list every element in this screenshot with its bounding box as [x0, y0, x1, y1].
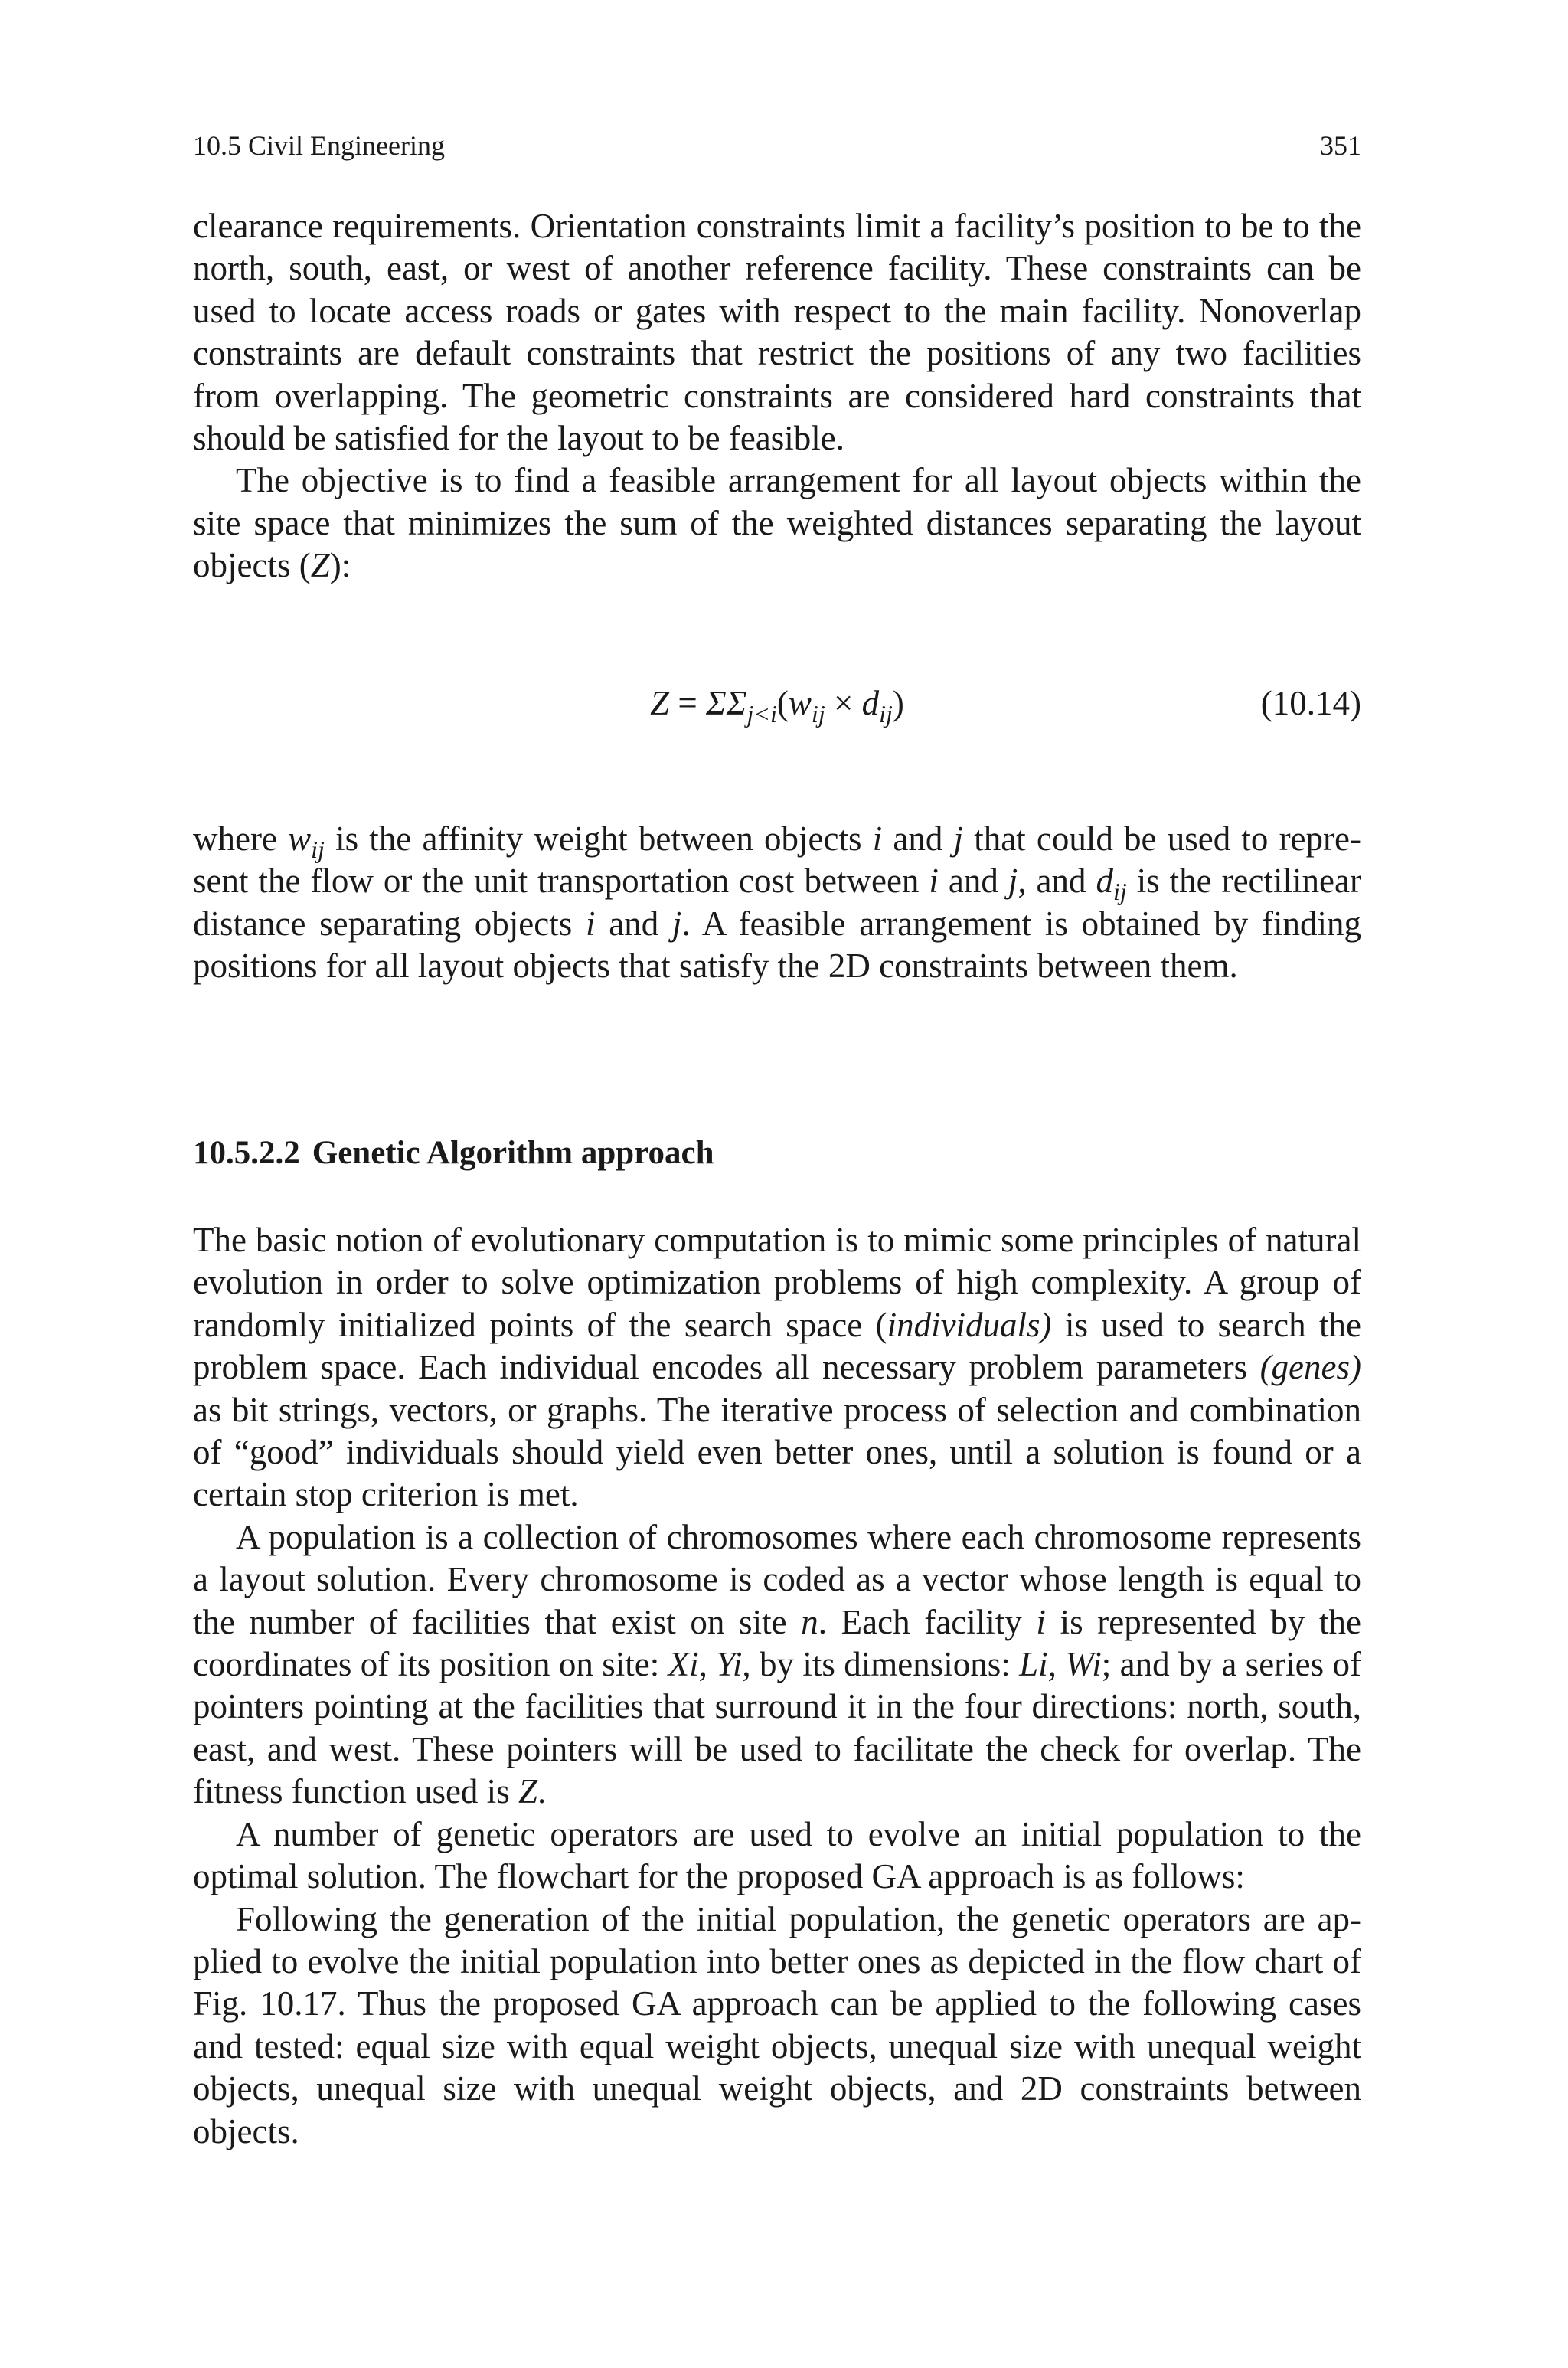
eq-sum-subscript: j<i	[746, 700, 777, 728]
pop-text-4: , by its dimensions:	[742, 1645, 1020, 1684]
pop-text-1: A population is a collection of chromosomes where each chromosome represents a layout solution. Every chromosome is coded as a vector whose length is equal to the number of facilities that exist on site	[193, 1517, 1361, 1641]
var-li-wi: Li, Wi	[1019, 1645, 1102, 1684]
var-n: n	[801, 1602, 818, 1641]
eq-sums: ΣΣ	[706, 684, 747, 722]
var-w-subscript: ij	[311, 836, 325, 863]
page-number: 351	[1320, 130, 1361, 161]
paragraph-following: Following the generation of the initial population, the genetic operators are applied to evolve the initial population into better ones as depicted in the flow chart of Fig. 10.17. Thus the proposed GA approach can be applied to the following cases and tested: equal size with equal weight objects, unequal size with unequal weight objects, unequal size with unequal weight objects, and 2D constraints between objects.	[193, 1899, 1361, 2150]
term-individuals: individuals)	[887, 1305, 1052, 1344]
eq-close-paren: )	[892, 684, 904, 722]
var-i: i	[1036, 1602, 1046, 1641]
paragraph-evolutionary	[193, 1219, 1361, 1516]
section-heading	[193, 1132, 1361, 1175]
paragraph-population	[193, 1516, 1361, 1814]
var-z: Z	[310, 546, 330, 585]
var-i: i	[872, 819, 883, 858]
text-block-bottom	[193, 1219, 1361, 2153]
where-text-1: where	[193, 819, 289, 858]
where-text-5: and	[938, 862, 1008, 901]
evo-text-2: is used to search the problem space. Each individual encodes all necessary problem parameters	[193, 1305, 1361, 1387]
paragraph-objective	[193, 460, 1361, 587]
eq-d: d	[861, 684, 880, 722]
text-block-middle	[193, 818, 1361, 988]
objective-text: The objective is to find a feasible arrangement for all layout objects within the site space that minimizes the sum of the weighted distances separating the layout objects (	[193, 461, 1361, 585]
eq-w-subscript: ij	[811, 700, 825, 728]
equation-number: (10.14)	[1260, 684, 1361, 722]
eq-equals: =	[669, 684, 707, 722]
paragraph-operators: A number of genetic operators are used to evolve an initial population to the optimal solution. The flowchart for the proposed GA approach is as follows:	[193, 1814, 1361, 1896]
var-j: j	[1008, 862, 1018, 901]
var-xi-yi: Xi, Yi	[668, 1645, 743, 1684]
var-j: j	[671, 904, 682, 943]
paragraph-constraints: clearance requirements. Orientation constraints limit a facility’s position to be to the north, south, east, or west of another reference facility. These constraints can be used to locate access roads or gates with respect to the main facility. Nonoverlap constraints are default constraints that restrict the positions of any two facilities from overlapping. The geometric constraints are considered hard constraints that should be satisfied for the layout to be feasible.	[193, 207, 1361, 458]
pop-text-5: ; and by a series of pointers pointing at the facilities that surround it in the four directions: north, south, east, and west. These pointers will be used to facilitate the check for overlap. The fitness function used is	[193, 1645, 1361, 1811]
text-block-top	[193, 205, 1361, 587]
running-head	[193, 129, 1361, 162]
var-i: i	[585, 904, 596, 943]
section-number: 10.5.2.2	[193, 1135, 300, 1171]
where-text-8: and	[595, 904, 672, 943]
where-text-2: is the affinity weight between objects	[324, 819, 873, 858]
where-text-6: , and	[1018, 862, 1096, 901]
eq-d-subscript: ij	[879, 700, 893, 728]
section-title: Genetic Algorithm approach	[312, 1135, 714, 1171]
evo-text-3: as bit strings, vectors, or graphs. The iterative process of selection and combination of “good” individuals should yield even better ones, until a solution is found or a certain stop criterion is met.	[193, 1390, 1361, 1514]
var-d: d	[1096, 862, 1113, 901]
where-text-9: . A feasible arrangement is obtained by finding positions for all layout objects that satisfy the 2D constraints between them.	[193, 904, 1361, 986]
eq-w: w	[788, 684, 812, 722]
pop-text-2: . Each facility	[818, 1602, 1037, 1641]
where-text-3: and	[882, 819, 954, 858]
pop-text-6: .	[537, 1772, 547, 1811]
eq-open-paren: (	[776, 684, 789, 722]
term-genes: (genes)	[1259, 1348, 1361, 1387]
var-j: j	[953, 819, 964, 858]
equation-formula	[193, 680, 1361, 726]
equation-10-14	[193, 680, 1361, 726]
paragraph-where	[193, 818, 1361, 988]
pop-text-3: is represented by the coordinates of its position on site:	[193, 1602, 1361, 1684]
var-i: i	[929, 862, 939, 901]
where-text-7: is the rectilinear distance separating objects	[193, 862, 1361, 943]
var-d-subscript: ij	[1112, 878, 1127, 906]
where-text-4: that could be used to represent the flow or the unit transportation cost between	[193, 819, 1361, 901]
eq-times: ×	[825, 684, 862, 722]
eq-lhs: Z	[650, 684, 670, 722]
evo-text-1: The basic notion of evolutionary computation is to mimic some principles of natural evolution in order to solve optimization problems of high complexity. A group of randomly initialized points of the search space (	[193, 1221, 1361, 1344]
var-w: w	[288, 819, 312, 858]
var-z: Z	[518, 1772, 537, 1811]
objective-text-end: ):	[329, 546, 351, 585]
running-head-section: 10.5 Civil Engineering	[193, 130, 445, 161]
